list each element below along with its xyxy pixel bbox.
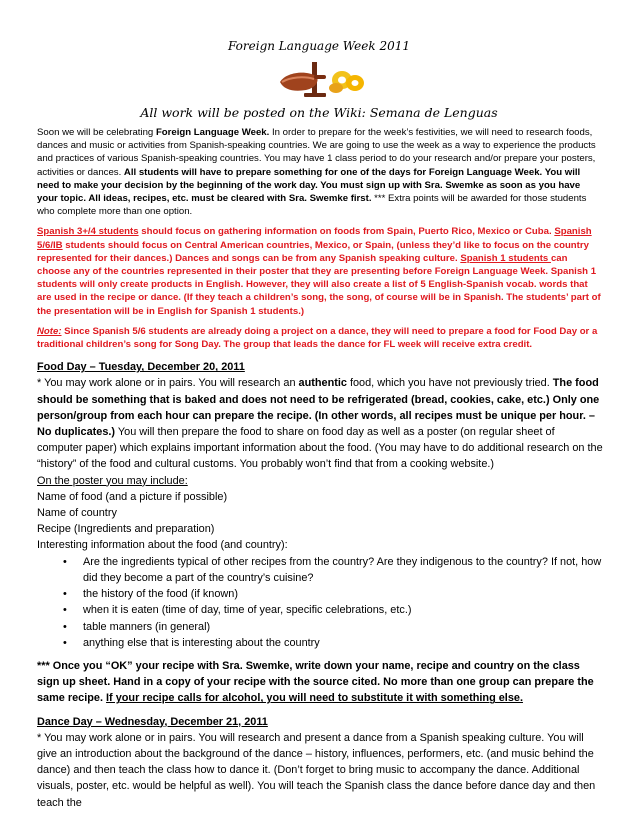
dance-day-paragraph: * You may work alone or in pairs. You will research and present a dance from a Spanish speaking culture. You will give an introduction about the background of the dance – history, influences, performers, etc. (and music behind the dance) and then teach the class how to dance it. (Don’t forget to bring music to accompany the dance. Additional visuals, poster, etc. would be helpful as well). You will teach the Spanish class the dance before dance day and then teach the xyxy=(37,731,596,809)
intro-paragraph: Soon we will be celebrating Foreign Language Week. In order to prepare for the week’s festivities, we will need to research foods, dances and music or activities from Spanish-speaking countries. We are going to use the week as a way to experience the products and practices of various Spanish-speaking countries. You may have 1 class period to do your research and/or prepare your posters, activities or dances. All students will have to prepare something for one of the days for Foreign Language Week. You will need to make your decision by the beginning of the work day. You must sign up with Sra. Swemke as soon as you have your topic. All ideas, recipes, etc. must be cleared with Sra. Swemke first. *** Extra points will be awarded for those students who complete more than one option. xyxy=(37,127,596,218)
poster-line: Interesting information about the food (and country): xyxy=(37,539,288,552)
poster-line: Name of country xyxy=(37,507,117,520)
bullet-item: • when it is eaten (time of day, time of year, specific celebrations, etc.) xyxy=(63,602,603,618)
bullet-item: • the history of the food (if known) xyxy=(63,586,603,602)
note-paragraph: Note: Since Spanish 5/6 students are already doing a project on a dance, they will need to prepare a food for Food Day or a traditional children’s song for Song Day. The group that leads the dance for FL week will receive extra credit. xyxy=(37,325,598,351)
food-day-paragraph: * You may work alone or in pairs. You will research an authentic food, which you have not previously tried. The food should be something that is baked and does not need to be refrigerated (bread, cookies, cake, etc.) Only one person/group from each hour can prepare the recipe. (In other words, all recipes must be unique per hour. – No duplicates.) You will then prepare the food to share on food day as well as a poster (on regular sheet of computer paper) which explains important information about the food. (You may have to do additional research on the “history” of the food and cultural customs. You probably won’t find that from a cooking website.) xyxy=(37,377,603,471)
spanish-levels-paragraph: Spanish 3+/4 students should focus on gathering information on foods from Spain, Puerto Rico, Mexico or Cuba. Spanish 5/6/IB students should focus on Central American countries, Mexico, or Spain, (unless they’d like to focus on the country represented for their dances.) Dances and songs can be from any Spanish speaking culture. Spanish 1 students can choose any of the countries represented in their poster that they are presenting before Foreign Language Week. Spanish 1 students will only create products in English. However, they will also create a list of 5 English-Spanish vocab. words that are used in the recipe or dance. (If they teach a children’s song, the song, of course will be in Spanish. The students’ part of the presentation will be in English for Spanish 1 students.) xyxy=(37,226,601,317)
poster-line: Name of food (and a picture if possible) xyxy=(37,490,228,503)
poster-heading: On the poster you may include: xyxy=(37,474,188,487)
poster-bullet-list xyxy=(37,554,603,651)
food-day-section xyxy=(37,359,603,706)
bullet-item: • table manners (in general) xyxy=(63,619,603,635)
bullet-item: • Are the ingredients typical of other recipes from the country? Are they indigenous to the country? If not, how did they become a part of the country’s cuisine? xyxy=(63,554,603,586)
food-day-heading: Food Day – Tuesday, December 20, 2011 xyxy=(37,361,245,374)
dance-day-heading: Dance Day – Wednesday, December 21, 2011 xyxy=(37,715,268,728)
bullet-item: • anything else that is interesting about the country xyxy=(63,635,603,651)
dance-day-section xyxy=(37,714,603,811)
document-body xyxy=(37,126,603,811)
sign-up-paragraph: *** Once you “OK” your recipe with Sra. Swemke, write down your name, recipe and country on the class sign up sheet. Hand in a copy of your recipe with the source cited. No more than one group can prepare the same recipe. If your recipe calls for alcohol, you will need to substitute it with something else. xyxy=(37,659,594,705)
page-subtitle: All work will be posted on the Wiki: Semana de Lenguas xyxy=(140,105,498,120)
page-title: Foreign Language Week 2011 xyxy=(228,39,410,53)
poster-line: Recipe (Ingredients and preparation) xyxy=(37,523,215,536)
food-illustration-icon xyxy=(276,60,366,100)
